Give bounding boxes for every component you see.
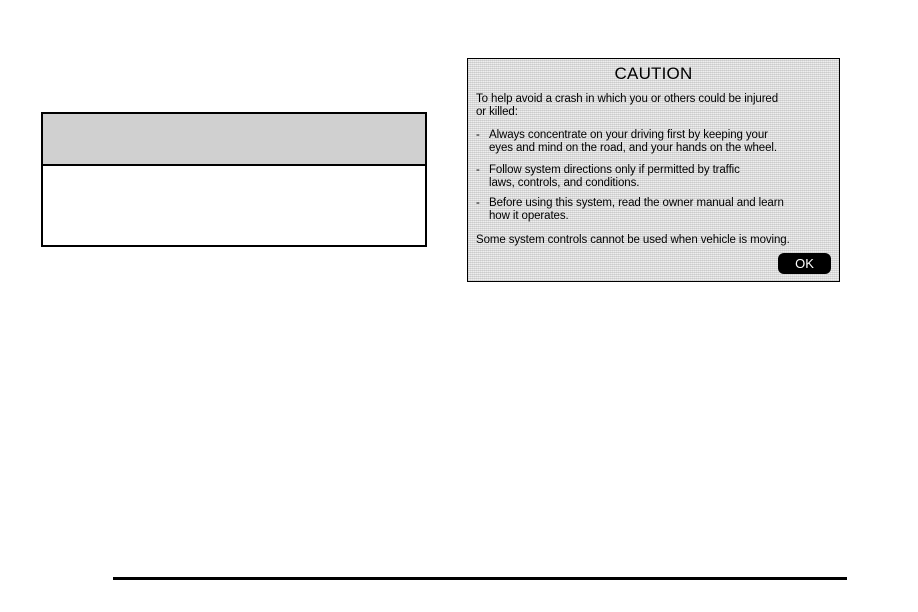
- ok-button[interactable]: OK: [778, 253, 831, 274]
- bullet-line-1: Follow system directions only if permitted by traffic: [489, 164, 740, 176]
- bullet-line-2: eyes and mind on the road, and your hands on the wheel.: [489, 142, 777, 154]
- footer-rule: [113, 577, 847, 580]
- caution-screen: [467, 58, 840, 282]
- bullet-dash: -: [476, 197, 480, 209]
- caution-footer-note: Some system controls cannot be used when vehicle is moving.: [476, 234, 790, 246]
- bullet-line-2: how it operates.: [489, 210, 569, 222]
- bullet-line-2: laws, controls, and conditions.: [489, 177, 640, 189]
- bullet-line-1: Always concentrate on your driving first by keeping your: [489, 129, 768, 141]
- warning-box: [41, 112, 427, 247]
- bullet-line-1: Before using this system, read the owner manual and learn: [489, 197, 784, 209]
- warning-box-header: [43, 114, 425, 166]
- caution-intro-line-2: or killed:: [476, 106, 518, 118]
- caution-intro-line-1: To help avoid a crash in which you or others could be injured: [476, 93, 779, 105]
- caution-title: CAUTION: [614, 64, 693, 83]
- bullet-dash: -: [476, 164, 480, 176]
- bullet-dash: -: [476, 129, 480, 141]
